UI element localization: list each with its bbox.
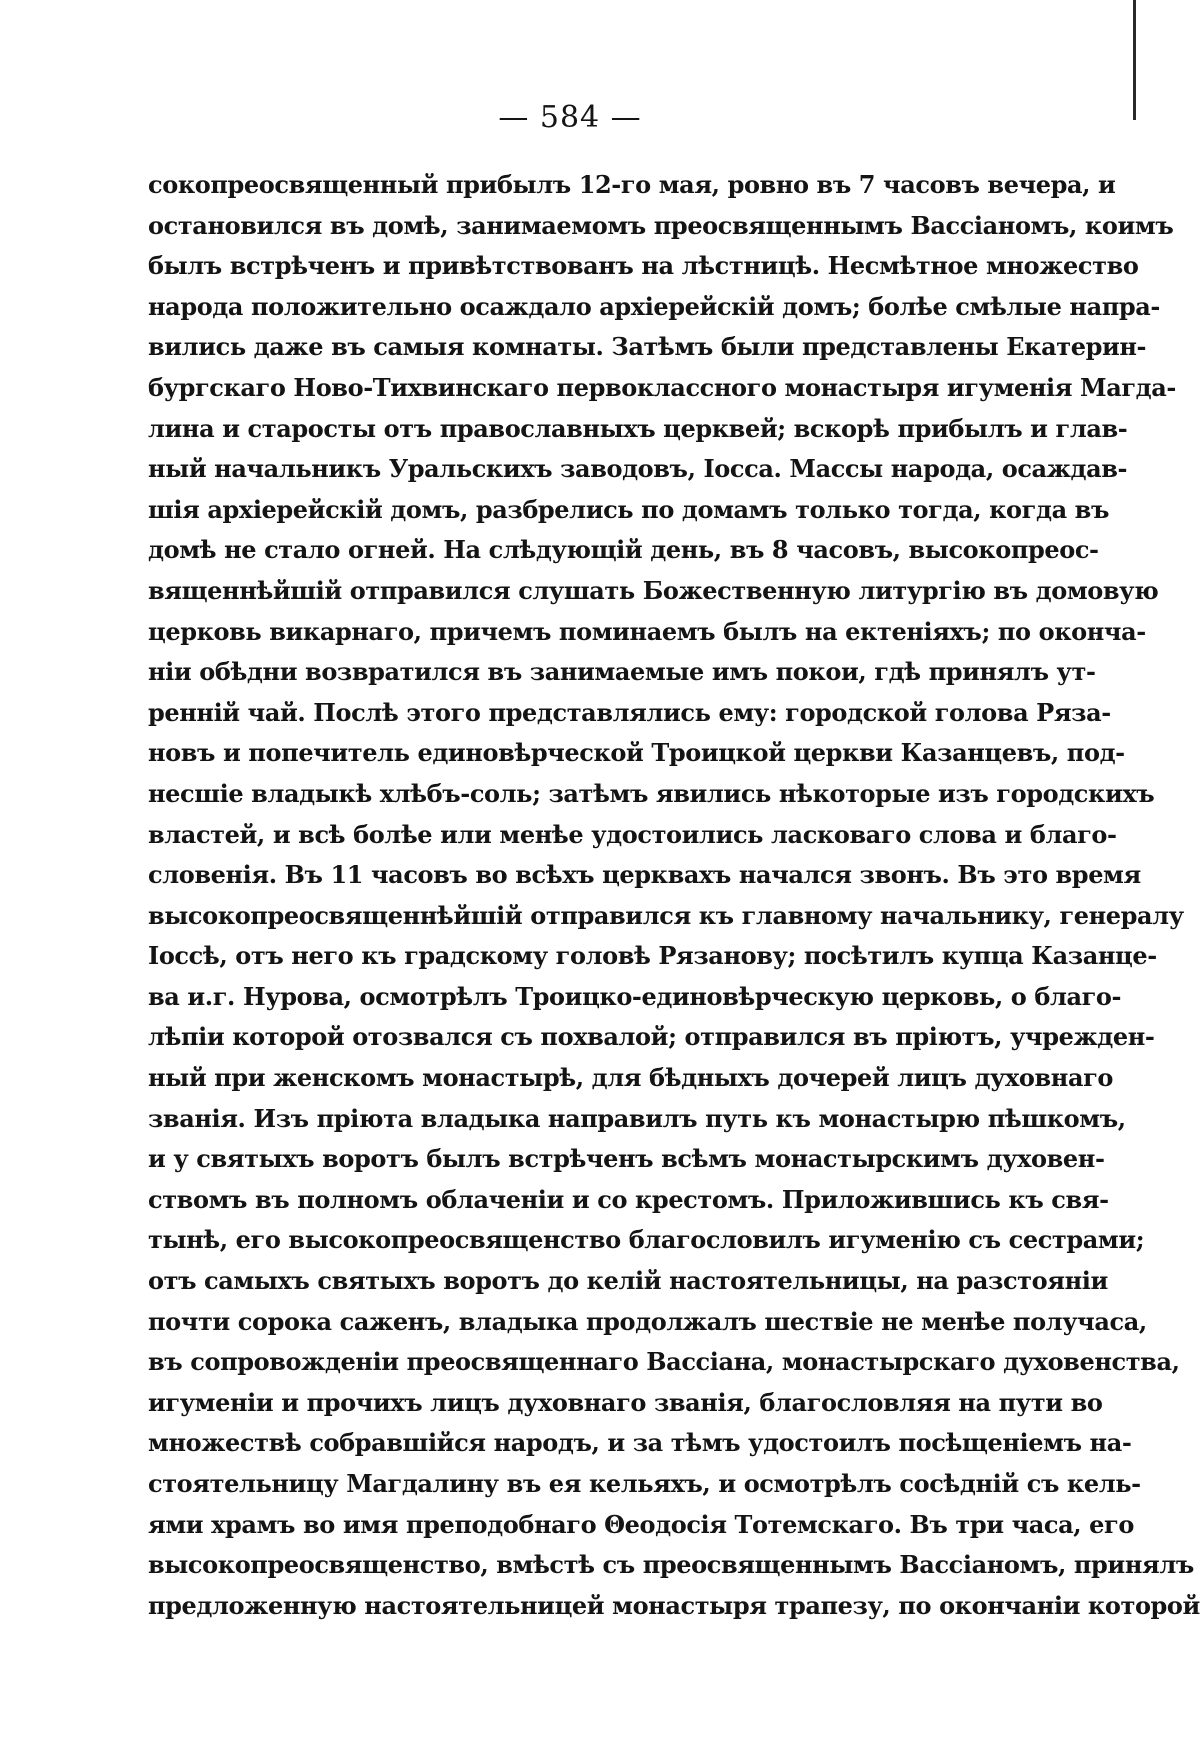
text-line: вященнѣйшій отправился слушать Божественную литургію въ домовую xyxy=(148,575,1159,605)
text-line: народа положительно осаждало архіерейскій домъ; болѣе смѣлые напра- xyxy=(148,291,1160,321)
text-line: ный при женскомъ монастырѣ, для бѣдныхъ дочерей лицъ духовнаго xyxy=(148,1063,1114,1093)
text-line: и у святыхъ воротъ былъ встрѣченъ всѣмъ монастырскимъ духовен- xyxy=(148,1144,1105,1174)
text-line: высокопреосвященнѣйшій отправился къ главному начальнику, генералу xyxy=(148,900,1184,930)
text-line: отъ самыхъ святыхъ воротъ до келій настоятельницы, на разстояніи xyxy=(148,1266,1108,1296)
text-line: былъ встрѣченъ и привѣтствованъ на лѣстницѣ. Несмѣтное множество xyxy=(148,251,1139,281)
text-line: вились даже въ самыя комнаты. Затѣмъ были представлены Екатерин- xyxy=(148,332,1147,362)
text-line: почти сорока саженъ, владыка продолжалъ шествіе не менѣе получаса, xyxy=(148,1306,1147,1336)
text-line: новъ и попечитель единовѣрческой Троицкой церкви Казанцевъ, под- xyxy=(148,738,1125,768)
text-line: предложенную настоятельницей монастыря трапезу, по окончаніи которой xyxy=(148,1590,1200,1620)
text-line: стоятельницу Магдалину въ ея кельяхъ, и осмотрѣлъ сосѣдній съ кель- xyxy=(148,1469,1141,1498)
text-line: несшіе владыкѣ хлѣбъ-соль; затѣмъ явились нѣкоторые изъ городскихъ xyxy=(148,778,1155,808)
text-line: бургскаго Ново-Тихвинскаго первоклассного монастыря игуменія Магда- xyxy=(148,372,1176,402)
text-line: ями храмъ во имя преподобнаго Θеодосія Тотемскаго. Въ три часа, его xyxy=(148,1509,1134,1539)
text-line: церковь викарнаго, причемъ поминаемъ былъ на ектеніяхъ; по оконча- xyxy=(148,616,1146,646)
text-line: ніи обѣдни возвратился въ занимаемые имъ покои, гдѣ принялъ ут- xyxy=(148,657,1096,687)
text-line: сокопреосвященный прибылъ 12-го мая, ровно въ 7 часовъ вечера, и xyxy=(148,170,1116,199)
text-line: властей, и всѣ болѣе или менѣе удостоились ласковаго слова и благо- xyxy=(148,819,1117,849)
text-line: тынѣ, его высокопреосвященство благословилъ игуменію съ сестрами; xyxy=(148,1225,1145,1255)
text-line: множествѣ собравшійся народъ, и за тѣмъ удостоилъ посѣщеніемъ на- xyxy=(148,1428,1132,1458)
text-line: ный начальникъ Уральскихъ заводовъ, Іосса. Массы народа, осаждав- xyxy=(148,454,1128,484)
text-line: остановился въ домѣ, занимаемомъ преосвященнымъ Вассіаномъ, коимъ xyxy=(148,210,1174,240)
text-line: шія архіерейскій домъ, разбрелись по домамъ только тогда, когда въ xyxy=(148,494,1109,524)
text-line: словенія. Въ 11 часовъ во всѣхъ церквахъ начался звонъ. Въ это время xyxy=(148,860,1141,890)
text-line: ренній чай. Послѣ этого представлялись ему: городской голова Ряза- xyxy=(148,697,1111,727)
text-line: лина и старосты отъ православныхъ церквей; вскорѣ прибылъ и глав- xyxy=(148,413,1128,443)
text-line: высокопреосвященство, вмѣстѣ съ преосвященнымъ Вассіаномъ, принялъ xyxy=(148,1550,1194,1580)
text-line: Іоссѣ, отъ него къ градскому головѣ Рязанову; посѣтилъ купца Казанце- xyxy=(148,941,1157,971)
text-line: званія. Изъ пріюта владыка направилъ путь къ монастырю пѣшкомъ, xyxy=(148,1103,1126,1133)
text-line: ва и.г. Нурова, осмотрѣлъ Троицко-единовѣрческую церковь, о благо- xyxy=(148,981,1122,1011)
text-line: ствомъ въ полномъ облаченіи и со крестомъ. Приложившись къ свя- xyxy=(148,1184,1109,1214)
text-line: лѣпіи которой отозвался съ похвалой; отправился въ пріютъ, учрежден- xyxy=(148,1022,1155,1052)
text-line: домѣ не стало огней. На слѣдующій день, въ 8 часовъ, высокопреос- xyxy=(148,535,1099,565)
body-text xyxy=(148,165,1200,1626)
page-number: — 584 — xyxy=(498,100,642,135)
text-line: въ сопровожденіи преосвященнаго Вассіана, монастырскаго духовенства, xyxy=(148,1347,1180,1377)
text-line: игуменіи и прочихъ лицъ духовнаго званія, благословляя на пути во xyxy=(148,1387,1103,1417)
